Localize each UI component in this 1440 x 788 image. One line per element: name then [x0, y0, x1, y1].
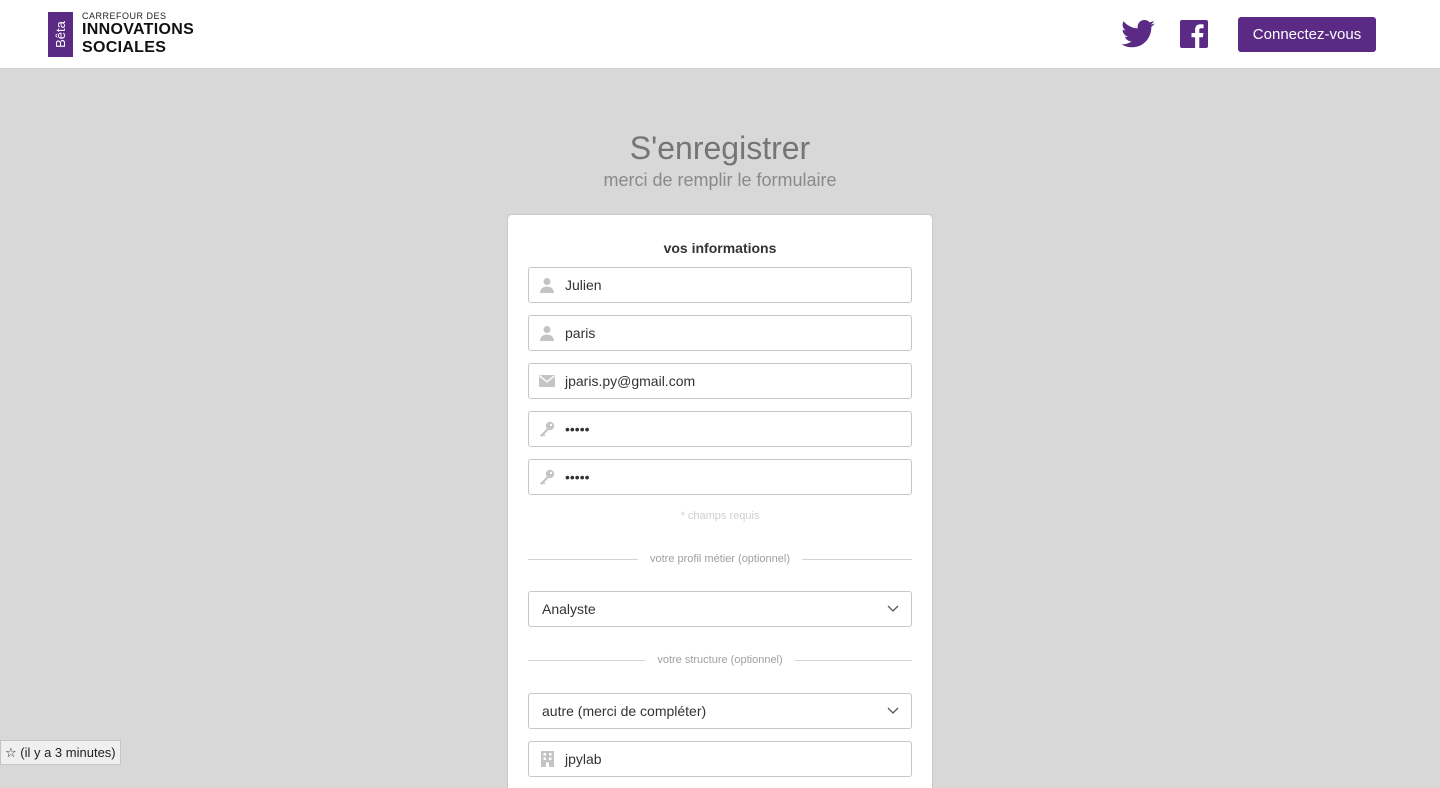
structure-select[interactable] [528, 693, 912, 729]
building-icon [529, 742, 565, 776]
logo-small-text: CARREFOUR DES [82, 11, 167, 21]
timestamp-badge: ☆ (il y a 3 minutes) [0, 740, 121, 765]
profile-select-value: Analyste [542, 601, 596, 617]
structure-divider-label: votre structure (optionnel) [657, 654, 783, 666]
key-icon [529, 412, 565, 446]
email-field[interactable] [528, 363, 912, 399]
required-note: * champs requis [680, 510, 760, 522]
facebook-icon[interactable] [1180, 20, 1208, 48]
page-title: S'enregistrer [629, 130, 811, 166]
email-value: jparis.py@gmail.com [565, 373, 696, 389]
last-name-field[interactable] [528, 315, 912, 351]
chevron-down-icon [875, 707, 911, 715]
form-section-title: vos informations [663, 240, 777, 256]
structure-divider [528, 653, 912, 667]
login-button[interactable]: Connectez-vous [1238, 17, 1376, 52]
user-icon [529, 268, 565, 302]
beta-badge: Bêta [48, 12, 73, 57]
twitter-icon[interactable] [1121, 20, 1155, 48]
logo-line-2: SOCIALES [82, 39, 167, 56]
password-field[interactable] [528, 411, 912, 447]
key-icon [529, 460, 565, 494]
structure-select-value: autre (merci de compléter) [542, 703, 707, 719]
logo-line-1: INNOVATIONS [82, 21, 195, 38]
user-icon [529, 316, 565, 350]
page-subtitle: merci de remplir le formulaire [603, 170, 837, 190]
profile-select[interactable] [528, 591, 912, 627]
register-form-card [507, 214, 933, 788]
chevron-down-icon [875, 605, 911, 613]
structure-name-value: jpylab [565, 751, 602, 767]
first-name-field[interactable] [528, 267, 912, 303]
password-value: ••••• [565, 421, 590, 437]
confirm-password-field[interactable] [528, 459, 912, 495]
envelope-icon [529, 364, 565, 398]
site-logo[interactable] [48, 12, 194, 57]
profile-divider [528, 552, 912, 566]
structure-name-field[interactable] [528, 741, 912, 777]
header [0, 0, 1440, 69]
first-name-value: Julien [565, 277, 602, 293]
profile-divider-label: votre profil métier (optionnel) [650, 553, 791, 565]
last-name-value: paris [565, 325, 596, 341]
confirm-password-value: ••••• [565, 469, 590, 485]
logo-text [82, 12, 194, 57]
